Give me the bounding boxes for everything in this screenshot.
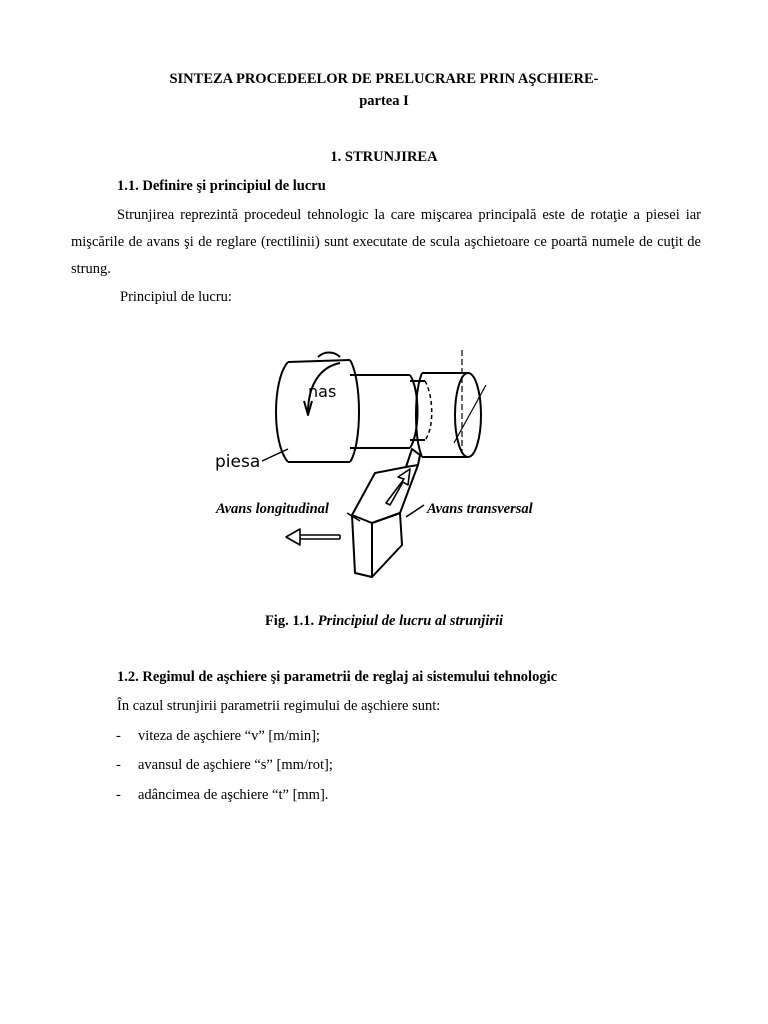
transversal-arrow-shape [386,469,410,505]
transversal-feed-label: Avans transversal [427,501,533,517]
subsection-heading-1-2: 1.2. Regimul de aşchiere şi parametrii de reglaj ai sistemului tehnologic [117,669,558,685]
longitudinal-feed-label: Avans longitudinal [216,501,329,517]
piece-label: piesa [215,452,261,472]
tool-head [352,465,418,523]
bullet-dash: - [116,728,121,744]
bullet-item [116,757,333,774]
tool-tip [406,449,420,467]
bullet-text: avansul de aşchiere “s” [mm/rot]; [138,757,333,773]
regime-intro: În cazul strunjirii parametrii regimului de aşchiere sunt: [117,698,441,714]
figure-caption [0,613,768,630]
tool-shank-side [372,513,402,577]
bullet-text: adâncimea de aşchiere “t” [mm]. [138,787,329,803]
longitudinal-arrow-head [286,529,300,545]
tool-shank-front [352,515,372,577]
piece-left-end [276,362,288,462]
turning-principle-figure [200,345,560,580]
figure-caption-text: Principiul de lucru al strunjirii [317,613,504,629]
rotation-label: nas [308,382,337,401]
document-title-line1: SINTEZA PROCEDEELOR DE PRELUCRARE PRIN AŞCHIERE- [169,71,599,87]
subsection-heading-1-1: 1.1. Definire şi principiul de lucru [117,178,326,194]
bullet-dash: - [116,757,121,773]
bullet-text: viteza de aşchiere “v” [m/min]; [138,728,320,744]
section-heading: 1. STRUNJIREA [330,149,438,165]
bullet-item [116,787,328,804]
document-title-line2: partea I [359,93,409,109]
definition-paragraph: Strunjirea reprezintă procedeul tehnologic la care mişcarea principală este de rotaţie a piesei iar mişcările de avans şi de reglare (rectilinii) sunt executate de scula aşchietoare ce poartă numele de cuţit de strung. [71,207,701,277]
bullet-item [116,728,320,745]
bullet-dash: - [116,787,121,803]
principle-intro: Principiul de lucru: [120,289,232,305]
figure-caption-number: Fig. 1.1. [264,613,315,629]
